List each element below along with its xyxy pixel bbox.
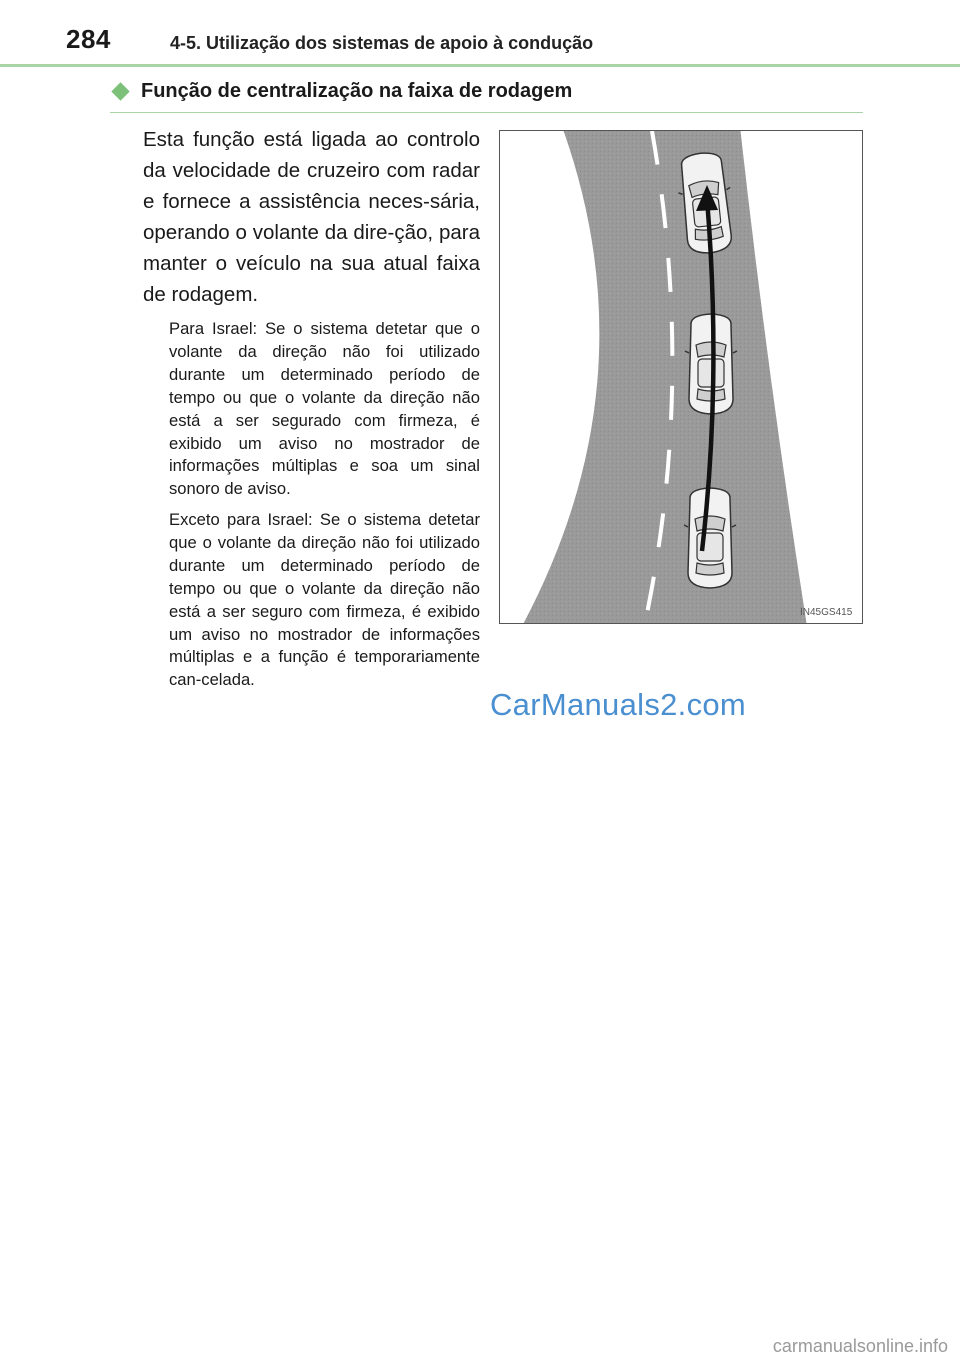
- carmanuals2-watermark: CarManuals2.com: [490, 687, 747, 722]
- section-divider: [110, 112, 863, 113]
- section-heading: [110, 80, 863, 103]
- page-number: 284: [66, 24, 111, 54]
- body-paragraph: Esta função está ligada ao controlo da velocidade de cruzeiro com radar e fornece a assistência neces-sária, operando o volante da dire-ção, para manter o veículo na sua atual faixa de rodagem.: [143, 128, 480, 306]
- lane-centering-illustration: [499, 130, 863, 624]
- note-except-israel: Exceto para Israel: Se o sistema detetar que o volante da direção não foi utilizado durante um determinado período de tempo ou que o volante da direção não está a ser seguro com firmeza, é exibido um aviso no mostrador de informações múltiplas e a função é temporariamente can-celada.: [169, 510, 480, 690]
- diamond-icon: [111, 82, 129, 100]
- header-divider: [0, 64, 960, 67]
- footer-watermark: carmanualsonline.info: [772, 1336, 948, 1356]
- note-israel: Para Israel: Se o sistema detetar que o volante da direção não foi utilizado durante um determinado período de tempo ou que o volante da direção não está a ser segurado com firmeza, é exibido um aviso no mostrador de informações múltiplas e soa um sinal sonoro de aviso.: [169, 319, 480, 499]
- section-heading-text: Função de centralização na faixa de rodagem: [141, 80, 573, 102]
- chapter-title: 4-5. Utilização dos sistemas de apoio à condução: [170, 33, 594, 53]
- figure-code: IN45GS415: [800, 607, 853, 618]
